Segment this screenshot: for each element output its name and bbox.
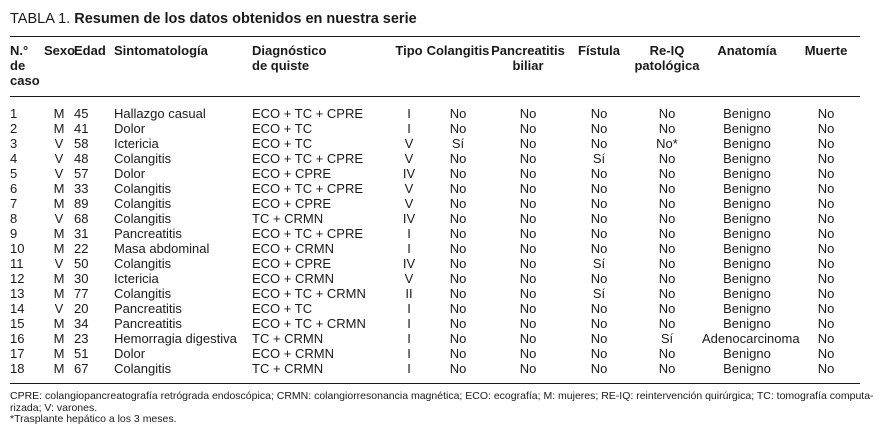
- cell-sintomatologia: Colangitis: [114, 361, 172, 376]
- cell-tipo: IV: [402, 256, 416, 271]
- cell-tipo: V: [404, 271, 414, 286]
- column-header-line: de: [10, 58, 26, 73]
- cell-colangitis: No: [449, 286, 467, 301]
- cell-tipo: I: [407, 316, 411, 331]
- cell-colangitis: No: [449, 256, 467, 271]
- cell-sintomatologia: Ictericia: [114, 136, 159, 151]
- cell-fistula: No: [590, 106, 608, 121]
- cell-colangitis: No: [449, 106, 467, 121]
- column-header-line: Fístula: [578, 43, 620, 58]
- cell-caso: 7: [10, 196, 18, 211]
- cell-sexo: M: [53, 271, 65, 286]
- column-header-line: de quiste: [252, 58, 310, 73]
- column-header-tipo: [392, 43, 426, 96]
- column-header-line: Muerte: [804, 43, 848, 58]
- cell-muerte: No: [817, 106, 835, 121]
- cell-muerte: No: [817, 226, 835, 241]
- cell-pancreatitis: No: [519, 301, 537, 316]
- cell-sexo: M: [53, 241, 65, 256]
- cell-sintomatologia: Pancreatitis: [114, 301, 182, 316]
- cell-muerte: No: [817, 361, 835, 376]
- cell-sintomatologia: Dolor: [114, 346, 146, 361]
- cell-colangitis: Sí: [451, 136, 465, 151]
- cell-caso: 1: [10, 106, 18, 121]
- header-row: [10, 43, 860, 96]
- column-header-line: Colangitis: [426, 43, 490, 58]
- cell-edad: 67: [74, 361, 89, 376]
- cell-tipo: I: [407, 301, 411, 316]
- column-header-line: biliar: [512, 58, 544, 73]
- cell-sexo: M: [53, 286, 65, 301]
- cell-pancreatitis: No: [519, 181, 537, 196]
- cell-edad: 33: [74, 181, 89, 196]
- cell-diagnostico: TC + CRMN: [252, 211, 324, 226]
- cell-muerte: No: [817, 211, 835, 226]
- table-row: [10, 271, 860, 286]
- cell-tipo: I: [407, 106, 411, 121]
- cell-diagnostico: ECO + TC + CPRE: [252, 226, 364, 241]
- table-row: [10, 361, 860, 376]
- cell-reiq: No: [658, 211, 676, 226]
- cell-tipo: I: [407, 121, 411, 136]
- abbreviations-line-2: rizada; V: varones.: [10, 401, 98, 414]
- table-row: [10, 181, 860, 196]
- cell-tipo: V: [404, 181, 414, 196]
- cell-sintomatologia: Dolor: [114, 166, 146, 181]
- column-header-line: Edad: [74, 43, 106, 58]
- cell-caso: 18: [10, 361, 25, 376]
- table-row: [10, 151, 860, 166]
- cell-fistula: No: [590, 346, 608, 361]
- cell-sexo: M: [53, 226, 65, 241]
- cell-caso: 5: [10, 166, 18, 181]
- table-row: [10, 346, 860, 361]
- cell-reiq: Sí: [660, 331, 674, 346]
- cell-muerte: No: [817, 196, 835, 211]
- cell-sexo: V: [54, 166, 64, 181]
- cell-colangitis: No: [449, 151, 467, 166]
- table-row: [10, 226, 860, 241]
- cell-sexo: M: [53, 346, 65, 361]
- cell-pancreatitis: No: [519, 166, 537, 181]
- cell-colangitis: No: [449, 361, 467, 376]
- cell-tipo: V: [404, 151, 414, 166]
- cell-caso: 12: [10, 271, 25, 286]
- cell-anatomia: Benigno: [723, 226, 771, 241]
- cell-diagnostico: ECO + TC + CPRE: [252, 181, 364, 196]
- cell-sintomatologia: Colangitis: [114, 256, 172, 271]
- cell-colangitis: No: [449, 121, 467, 136]
- cell-caso: 15: [10, 316, 25, 331]
- column-header-muerte: [792, 43, 860, 96]
- column-header-diagnostico: [252, 43, 392, 96]
- cell-sexo: M: [53, 196, 65, 211]
- table-footnotes: [10, 390, 874, 426]
- cell-colangitis: No: [449, 196, 467, 211]
- cell-sintomatologia: Ictericia: [114, 271, 159, 286]
- cell-diagnostico: ECO + TC: [252, 121, 313, 136]
- table-row: [10, 241, 860, 256]
- table-row: [10, 301, 860, 316]
- cell-sexo: V: [54, 211, 64, 226]
- cell-fistula: Sí: [592, 151, 606, 166]
- cell-tipo: I: [407, 226, 411, 241]
- cell-anatomia: Benigno: [723, 271, 771, 286]
- column-header-reiq: [632, 43, 702, 96]
- table-row: [10, 96, 860, 121]
- cell-colangitis: No: [449, 316, 467, 331]
- cell-colangitis: No: [449, 226, 467, 241]
- cell-fistula: No: [590, 196, 608, 211]
- cell-anatomia: Benigno: [723, 256, 771, 271]
- cell-edad: 20: [74, 301, 89, 316]
- cell-pancreatitis: No: [519, 211, 537, 226]
- cell-reiq: No: [658, 346, 676, 361]
- cell-sintomatologia: Pancreatitis: [114, 316, 182, 331]
- cell-pancreatitis: No: [519, 346, 537, 361]
- cell-sintomatologia: Hemorragia digestiva: [114, 331, 237, 346]
- column-header-line: Sintomatología: [114, 43, 208, 58]
- cell-sexo: V: [54, 301, 64, 316]
- cell-tipo: I: [407, 361, 411, 376]
- cell-pancreatitis: No: [519, 331, 537, 346]
- cell-reiq: No: [658, 256, 676, 271]
- cell-caso: 17: [10, 346, 25, 361]
- cell-reiq: No: [658, 286, 676, 301]
- cell-edad: 22: [74, 241, 89, 256]
- cell-pancreatitis: No: [519, 136, 537, 151]
- column-header-line: Tipo: [395, 43, 423, 58]
- cell-pancreatitis: No: [519, 226, 537, 241]
- table-row: [10, 121, 860, 136]
- cell-edad: 31: [74, 226, 89, 241]
- cell-colangitis: No: [449, 181, 467, 196]
- cell-edad: 57: [74, 166, 89, 181]
- cell-diagnostico: ECO + TC: [252, 301, 313, 316]
- cell-diagnostico: ECO + TC + CRMN: [252, 316, 366, 331]
- cell-fistula: No: [590, 211, 608, 226]
- cell-caso: 4: [10, 151, 18, 166]
- cell-reiq: No: [658, 316, 676, 331]
- cell-pancreatitis: No: [519, 271, 537, 286]
- cell-anatomia: Benigno: [723, 151, 771, 166]
- cell-anatomia: Benigno: [723, 346, 771, 361]
- cell-fistula: No: [590, 331, 608, 346]
- cell-pancreatitis: No: [519, 151, 537, 166]
- table-row: [10, 211, 860, 226]
- cell-anatomia: Benigno: [723, 181, 771, 196]
- cell-colangitis: No: [449, 331, 467, 346]
- column-header-line: caso: [10, 73, 40, 88]
- summary-table: [10, 43, 860, 376]
- cell-reiq: No: [658, 181, 676, 196]
- cell-diagnostico: ECO + CPRE: [252, 256, 332, 271]
- cell-anatomia: Adenocarcinoma: [702, 331, 800, 346]
- cell-diagnostico: ECO + TC: [252, 136, 313, 151]
- cell-sintomatologia: Dolor: [114, 121, 146, 136]
- column-header-line: N.°: [10, 43, 29, 58]
- cell-fistula: No: [590, 316, 608, 331]
- column-header-fistula: [566, 43, 632, 96]
- cell-caso: 9: [10, 226, 18, 241]
- cell-caso: 13: [10, 286, 25, 301]
- cell-muerte: No: [817, 301, 835, 316]
- cell-caso: 8: [10, 211, 18, 226]
- cell-muerte: No: [817, 181, 835, 196]
- cell-sexo: M: [53, 181, 65, 196]
- cell-diagnostico: TC + CRMN: [252, 361, 324, 376]
- cell-sexo: V: [54, 151, 64, 166]
- cell-tipo: I: [407, 346, 411, 361]
- table-title: [10, 11, 417, 27]
- cell-anatomia: Benigno: [723, 301, 771, 316]
- cell-anatomia: Benigno: [723, 361, 771, 376]
- cell-muerte: No: [817, 331, 835, 346]
- cell-diagnostico: ECO + CPRE: [252, 196, 332, 211]
- cell-edad: 50: [74, 256, 89, 271]
- cell-colangitis: No: [449, 271, 467, 286]
- cell-colangitis: No: [449, 211, 467, 226]
- cell-anatomia: Benigno: [723, 211, 771, 226]
- cell-diagnostico: ECO + CRMN: [252, 241, 334, 256]
- table-body: [10, 96, 860, 376]
- top-rule: [10, 36, 860, 37]
- cell-fistula: No: [590, 181, 608, 196]
- cell-muerte: No: [817, 136, 835, 151]
- table-caption: Resumen de los datos obtenidos en nuestra serie: [74, 11, 417, 27]
- column-header-line: Diagnóstico: [252, 43, 327, 58]
- asterisk-note: *Trasplante hepático a los 3 meses.: [10, 413, 177, 425]
- cell-pancreatitis: No: [519, 241, 537, 256]
- cell-diagnostico: TC + CRMN: [252, 331, 324, 346]
- cell-reiq: No: [658, 196, 676, 211]
- cell-reiq: No: [658, 106, 676, 121]
- cell-reiq: No: [658, 271, 676, 286]
- cell-diagnostico: ECO + TC + CPRE: [252, 151, 364, 166]
- cell-edad: 77: [74, 286, 89, 301]
- column-header-line: Pancreatitis: [491, 43, 565, 58]
- cell-muerte: No: [817, 166, 835, 181]
- cell-caso: 16: [10, 331, 25, 346]
- cell-muerte: No: [817, 286, 835, 301]
- cell-sexo: V: [54, 256, 64, 271]
- table-number: TABLA 1.: [10, 11, 71, 27]
- cell-sexo: M: [53, 331, 65, 346]
- column-header-line: Anatomía: [717, 43, 777, 58]
- cell-pancreatitis: No: [519, 286, 537, 301]
- column-header-line: Sexo: [44, 43, 76, 58]
- cell-sintomatologia: Colangitis: [114, 151, 172, 166]
- table-row: [10, 166, 860, 181]
- cell-caso: 10: [10, 241, 25, 256]
- cell-sintomatologia: Colangitis: [114, 286, 172, 301]
- cell-anatomia: Benigno: [723, 121, 771, 136]
- cell-diagnostico: ECO + CPRE: [252, 166, 332, 181]
- cell-reiq: No: [658, 361, 676, 376]
- table-row: [10, 256, 860, 271]
- cell-diagnostico: ECO + TC + CPRE: [252, 106, 364, 121]
- cell-edad: 45: [74, 106, 89, 121]
- column-header-edad: [74, 43, 114, 96]
- cell-edad: 68: [74, 211, 89, 226]
- cell-caso: 2: [10, 121, 18, 136]
- cell-tipo: I: [407, 241, 411, 256]
- cell-pancreatitis: No: [519, 106, 537, 121]
- cell-edad: 51: [74, 346, 89, 361]
- cell-edad: 34: [74, 316, 89, 331]
- cell-colangitis: No: [449, 301, 467, 316]
- bottom-rule: [10, 383, 860, 384]
- cell-reiq: No: [658, 226, 676, 241]
- cell-fistula: No: [590, 166, 608, 181]
- cell-pancreatitis: No: [519, 196, 537, 211]
- cell-tipo: V: [404, 136, 414, 151]
- cell-sexo: M: [53, 106, 65, 121]
- cell-caso: 3: [10, 136, 18, 151]
- cell-sintomatologia: Masa abdominal: [114, 241, 210, 256]
- cell-diagnostico: ECO + CRMN: [252, 271, 334, 286]
- cell-muerte: No: [817, 256, 835, 271]
- cell-reiq: No: [658, 241, 676, 256]
- column-header-line: patológica: [634, 58, 700, 73]
- cell-pancreatitis: No: [519, 361, 537, 376]
- column-header-pancreatitis: [490, 43, 566, 96]
- cell-fistula: No: [590, 271, 608, 286]
- cell-reiq: No: [658, 121, 676, 136]
- cell-tipo: IV: [402, 211, 416, 226]
- cell-colangitis: No: [449, 346, 467, 361]
- cell-reiq: No*: [656, 136, 678, 151]
- cell-muerte: No: [817, 151, 835, 166]
- cell-anatomia: Benigno: [723, 106, 771, 121]
- column-header-caso: [10, 43, 44, 96]
- cell-edad: 30: [74, 271, 89, 286]
- cell-sintomatologia: Colangitis: [114, 211, 172, 226]
- cell-caso: 11: [10, 256, 24, 271]
- column-header-sintomatologia: [114, 43, 252, 96]
- cell-tipo: IV: [402, 166, 416, 181]
- cell-pancreatitis: No: [519, 121, 537, 136]
- column-header-sexo: [44, 43, 74, 96]
- table-row: [10, 286, 860, 301]
- cell-edad: 41: [74, 121, 89, 136]
- column-header-colangitis: [426, 43, 490, 96]
- cell-edad: 23: [74, 331, 89, 346]
- cell-reiq: No: [658, 301, 676, 316]
- cell-fistula: No: [590, 121, 608, 136]
- cell-sexo: M: [53, 361, 65, 376]
- cell-colangitis: No: [449, 241, 467, 256]
- cell-tipo: I: [407, 331, 411, 346]
- column-header-anatomia: [702, 43, 792, 96]
- cell-fistula: Sí: [592, 256, 606, 271]
- cell-fistula: No: [590, 301, 608, 316]
- cell-diagnostico: ECO + TC + CRMN: [252, 286, 366, 301]
- cell-edad: 48: [74, 151, 89, 166]
- cell-edad: 89: [74, 196, 89, 211]
- cell-anatomia: Benigno: [723, 136, 771, 151]
- cell-tipo: V: [404, 196, 414, 211]
- cell-sexo: M: [53, 316, 65, 331]
- cell-anatomia: Benigno: [723, 316, 771, 331]
- cell-sintomatologia: Pancreatitis: [114, 226, 182, 241]
- cell-sexo: M: [53, 121, 65, 136]
- cell-fistula: No: [590, 241, 608, 256]
- cell-reiq: No: [658, 151, 676, 166]
- cell-sintomatologia: Colangitis: [114, 181, 172, 196]
- table-row: [10, 331, 860, 346]
- cell-caso: 6: [10, 181, 18, 196]
- cell-diagnostico: ECO + CRMN: [252, 346, 334, 361]
- cell-pancreatitis: No: [519, 256, 537, 271]
- cell-fistula: No: [590, 361, 608, 376]
- cell-sexo: V: [54, 136, 64, 151]
- cell-anatomia: Benigno: [723, 166, 771, 181]
- cell-pancreatitis: No: [519, 316, 537, 331]
- cell-muerte: No: [817, 271, 835, 286]
- table-row: [10, 136, 860, 151]
- cell-sintomatologia: Hallazgo casual: [114, 106, 206, 121]
- cell-caso: 14: [10, 301, 25, 316]
- cell-muerte: No: [817, 121, 835, 136]
- abbreviations-line-1: CPRE: colangiopancreatografía retrógrada endoscópica; CRMN: colangiorresonancia magnética; ECO: ecografía; M: mujeres; RE-IQ: reintervención quirúrgica; TC: tomografía computa-: [10, 390, 874, 402]
- cell-muerte: No: [817, 316, 835, 331]
- cell-fistula: No: [590, 226, 608, 241]
- cell-tipo: II: [405, 286, 413, 301]
- cell-muerte: No: [817, 346, 835, 361]
- cell-anatomia: Benigno: [723, 286, 771, 301]
- table-row: [10, 316, 860, 331]
- cell-muerte: No: [817, 241, 835, 256]
- table-row: [10, 196, 860, 211]
- cell-colangitis: No: [449, 166, 467, 181]
- cell-fistula: No: [590, 136, 608, 151]
- column-header-line: Re-IQ: [649, 43, 685, 58]
- cell-anatomia: Benigno: [723, 196, 771, 211]
- cell-reiq: No: [658, 166, 676, 181]
- cell-fistula: Sí: [592, 286, 606, 301]
- cell-anatomia: Benigno: [723, 241, 771, 256]
- cell-edad: 58: [74, 136, 89, 151]
- cell-sintomatologia: Colangitis: [114, 196, 172, 211]
